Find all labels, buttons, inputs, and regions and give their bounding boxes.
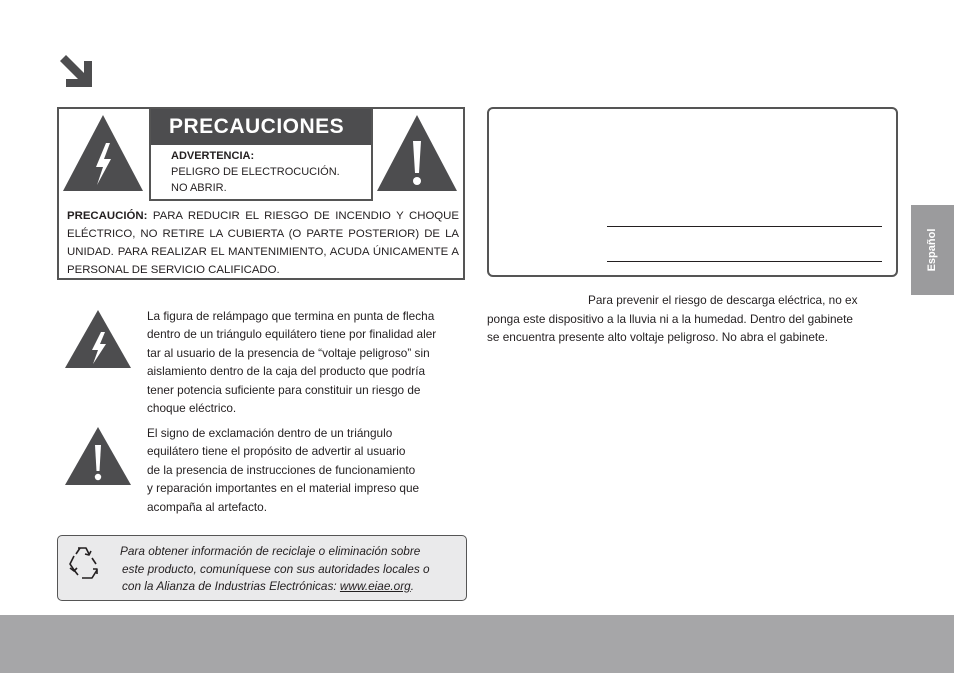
description-line: La figura de relámpago que termina en punta de flecha — [147, 309, 435, 323]
paragraph-line: se encuentra presente alto voltaje peligroso. No abra el gabinete. — [487, 330, 829, 344]
language-tab-label: Español — [926, 228, 938, 272]
description-line: equilátero tiene el propósito de advertir al usuario — [147, 444, 406, 459]
blank-line — [607, 261, 882, 262]
caution-paragraph-text: PARA REDUCIR EL RIESGO DE INCENDIO Y CHOQUE ELÉCTRICO, NO RETIRE LA CUBIERTA (O PARTE POSTERIOR) DE LA UNIDAD. PARA REALIZAR EL MANTENIMIENTO, ACUDA ÚNICAMENTE A PERSONAL DE SERVICIO CALIFICADO. — [67, 210, 459, 276]
paragraph-line: ponga este dispositivo a la lluvia ni a la humedad. Dentro del gabinete — [487, 311, 853, 326]
arrow-down-right-icon — [58, 53, 94, 89]
exclamation-cell — [371, 109, 463, 201]
description-line: dentro de un triángulo equilátero tiene por finalidad aler — [147, 327, 437, 342]
description-line: tener potencia suficiente para constituir un riesgo de — [147, 382, 421, 397]
description-line: El signo de exclamación dentro de un triángulo — [147, 426, 393, 440]
description-line: acompaña al artefacto. — [147, 499, 268, 514]
description-line: tar al usuario de la presencia de “voltaje peligroso” sin — [147, 345, 430, 360]
moisture-warning-paragraph — [487, 291, 897, 347]
warning-label: ADVERTENCIA: — [171, 150, 255, 162]
description-line: aislamiento dentro de la caja del producto que podría — [147, 364, 426, 379]
caution-title: PRECAUCIONES — [151, 109, 371, 145]
description-line: choque eléctrico. — [147, 401, 237, 416]
blank-box — [487, 107, 898, 277]
blank-line — [607, 226, 882, 227]
exclamation-description — [147, 424, 467, 516]
recycle-icon — [66, 544, 102, 582]
lightning-triangle-icon — [59, 109, 147, 197]
recycle-text — [120, 543, 464, 596]
recycle-line — [120, 578, 464, 596]
language-tab[interactable] — [911, 205, 954, 295]
description-line: de la presencia de instrucciones de funcionamiento — [147, 462, 416, 477]
recycle-line-prefix: con la Alianza de Industrias Electrónicas: — [122, 579, 340, 593]
caution-paragraph — [67, 207, 459, 279]
recycle-line-suffix: . — [410, 579, 415, 593]
lightning-description — [147, 307, 467, 417]
warning-line: PELIGRO DE ELECTROCUCIÓN. — [171, 166, 340, 178]
warning-box — [151, 145, 371, 201]
eiae-link[interactable]: www.eiae.org — [339, 579, 411, 593]
paragraph-line: Para prevenir el riesgo de descarga eléctrica, no ex — [588, 293, 858, 307]
lightning-cell — [59, 109, 151, 201]
footer-bar — [0, 615, 954, 673]
caution-paragraph-label: PRECAUCIÓN: — [67, 210, 148, 222]
lightning-triangle-icon — [64, 308, 132, 370]
recycle-line: Para obtener información de reciclaje o eliminación sobre — [120, 544, 421, 558]
exclamation-triangle-icon — [373, 109, 461, 197]
recycle-notice — [57, 535, 467, 601]
exclamation-triangle-icon — [64, 425, 132, 487]
caution-box — [57, 107, 465, 280]
warning-line: NO ABRIR. — [171, 182, 227, 194]
description-line: y reparación importantes en el material impreso que — [147, 481, 420, 496]
recycle-line: este producto, comuníquese con sus autoridades locales o — [122, 561, 430, 576]
